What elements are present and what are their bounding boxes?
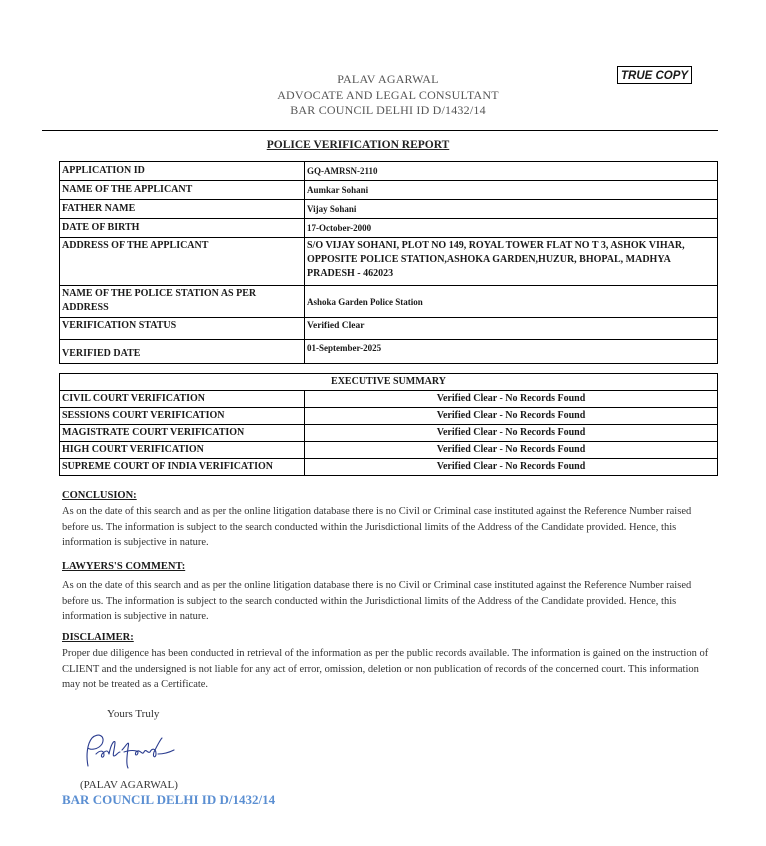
summary-result: Verified Clear - No Records Found — [305, 425, 718, 442]
disclaimer-title: DISCLAIMER: — [62, 632, 134, 643]
detail-label: APPLICATION ID — [60, 162, 305, 181]
table-row — [60, 181, 718, 200]
summary-label: HIGH COURT VERIFICATION — [60, 442, 305, 459]
detail-value: 17-October-2000 — [305, 219, 718, 238]
table-row — [60, 391, 718, 408]
signatory-bar-id: BAR COUNCIL DELHI ID D/1432/14 — [62, 792, 276, 807]
letterhead — [0, 72, 766, 119]
table-row — [60, 219, 718, 238]
summary-result: Verified Clear - No Records Found — [305, 408, 718, 425]
table-row — [60, 286, 718, 318]
detail-value: Aumkar Sohani — [305, 181, 718, 200]
detail-value: Ashoka Garden Police Station — [305, 286, 718, 318]
table-row — [60, 340, 718, 364]
summary-result: Verified Clear - No Records Found — [305, 459, 718, 476]
true-copy-stamp: TRUE COPY — [617, 66, 692, 84]
detail-value: Verified Clear — [305, 318, 718, 340]
table-row — [60, 459, 718, 476]
table-row — [60, 318, 718, 340]
detail-label: VERIFICATION STATUS — [60, 318, 305, 340]
summary-label: MAGISTRATE COURT VERIFICATION — [60, 425, 305, 442]
lawyers-comment-title: LAWYERS'S COMMENT: — [62, 561, 186, 572]
detail-value: Vijay Sohani — [305, 200, 718, 219]
advocate-name: PALAV AGARWAL — [337, 72, 439, 86]
table-row — [60, 162, 718, 181]
closing-salutation: Yours Truly — [107, 708, 160, 720]
table-row — [60, 442, 718, 459]
table-row — [60, 408, 718, 425]
conclusion-text: As on the date of this search and as per the online litigation database there is no Civil or Criminal case instituted against the Reference Number raised before us. The information is subject to the search conducted within the Jurisdictional limits of the Address of the Candidate provided. Hence, this information is subjective in nature. — [62, 506, 692, 548]
detail-value: S/O VIJAY SOHANI, PLOT NO 149, ROYAL TOWER FLAT NO T 3, ASHOK VIHAR, OPPOSITE POLICE STATION,ASHOKA GARDEN,HUZUR, BHOPAL, MADHYA PRADESH - 462023 — [305, 238, 718, 286]
table-row — [60, 374, 718, 391]
detail-label: ADDRESS OF THE APPLICANT — [60, 238, 305, 286]
table-row — [60, 238, 718, 286]
detail-label: FATHER NAME — [60, 200, 305, 219]
summary-result: Verified Clear - No Records Found — [305, 391, 718, 408]
advocate-bar-id: BAR COUNCIL DELHI ID D/1432/14 — [290, 103, 486, 117]
conclusion-title: CONCLUSION: — [62, 490, 137, 501]
summary-result: Verified Clear - No Records Found — [305, 442, 718, 459]
lawyers-comment-text: As on the date of this search and as per the online litigation database there is no Civil or Criminal case instituted against the Reference Number raised before us. The information is subject to the search conducted within the Jurisdictional limits of the Address of the Candidate provided. Hence, this information is subjective in nature. — [62, 580, 692, 622]
signatory-name: (PALAV AGARWAL) — [80, 779, 178, 791]
report-title: POLICE VERIFICATION REPORT — [266, 139, 450, 151]
detail-label: DATE OF BIRTH — [60, 219, 305, 238]
detail-value: 01-September-2025 — [305, 340, 718, 364]
disclaimer-text: Proper due diligence has been conducted in retrieval of the information as per the public records available. The information is gained on the instruction of CLIENT and the undersigned is not liable for any act of error, omission, deletion or non publication of records of the concerned court. This information may not be treated as a Certificate. — [62, 648, 709, 690]
detail-value: GQ-AMRSN-2110 — [305, 162, 718, 181]
header-divider — [42, 130, 718, 131]
detail-label: NAME OF THE POLICE STATION AS PER ADDRESS — [60, 286, 305, 318]
summary-label: SESSIONS COURT VERIFICATION — [60, 408, 305, 425]
summary-title: EXECUTIVE SUMMARY — [60, 374, 718, 391]
handwritten-signature — [78, 728, 178, 776]
table-row — [60, 200, 718, 219]
detail-label: VERIFIED DATE — [60, 340, 305, 364]
executive-summary-table — [59, 373, 718, 476]
summary-label: CIVIL COURT VERIFICATION — [60, 391, 305, 408]
applicant-details-table — [59, 161, 718, 364]
detail-label: NAME OF THE APPLICANT — [60, 181, 305, 200]
advocate-role: ADVOCATE AND LEGAL CONSULTANT — [277, 87, 499, 102]
summary-label: SUPREME COURT OF INDIA VERIFICATION — [60, 459, 305, 476]
table-row — [60, 425, 718, 442]
